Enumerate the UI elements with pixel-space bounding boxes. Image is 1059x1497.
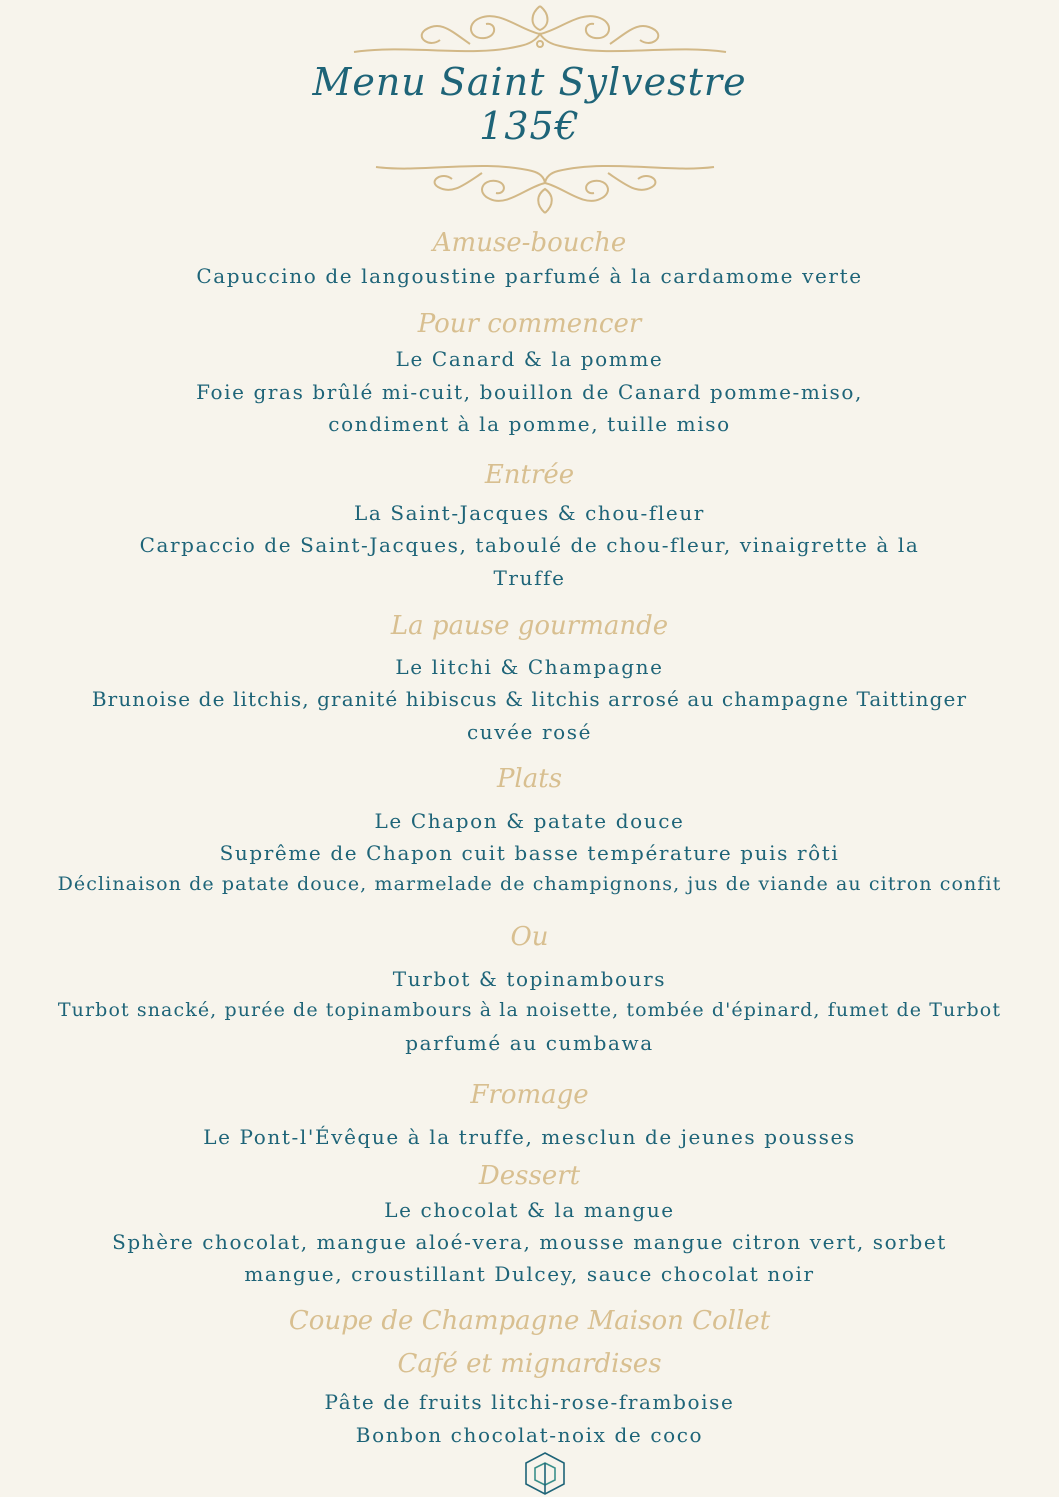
section-title-entree: Entrée [484,460,575,490]
menu-price: 135€ [479,104,580,148]
dish-line: Brunoise de litchis, granité hibiscus & litchis arrosé au champagne Taittinger [91,687,968,711]
bottom-flourish-ornament [372,155,718,217]
dish-line: Bonbon chocolat-noix de coco [355,1423,704,1447]
dish-line: Foie gras brûlé mi-cuit, bouillon de Canard pomme-miso, [196,380,863,404]
section-title-dessert: Dessert [478,1161,581,1191]
section-title-cafe-mignardises: Café et mignardises [397,1349,662,1379]
dish-line: Carpaccio de Saint-Jacques, taboulé de chou-fleur, vinaigrette à la [139,533,920,557]
section-title-pause-gourmande: La pause gourmande [390,611,669,641]
dish-line: cuvée rosé [466,720,593,744]
dish-line: parfumé au cumbawa [405,1031,654,1055]
dish-line: condiment à la pomme, tuille miso [328,412,731,436]
dish-line: Turbot snacké, purée de topinambours à la noisette, tombée d'épinard, fumet de Turbot [57,999,1002,1021]
dish-line: Capuccino de langoustine parfumé à la cardamome verte [196,264,863,288]
section-title-fromage: Fromage [470,1080,589,1110]
dish-line: mangue, croustillant Dulcey, sauce chocolat noir [244,1262,815,1286]
dish-line: Suprême de Chapon cuit basse température puis rôti [219,841,840,865]
hexagon-logo-icon [521,1450,569,1496]
dish-name: Le Chapon & patate douce [374,809,685,833]
section-title-champagne: Coupe de Champagne Maison Collet [288,1306,771,1336]
dish-line: Le Pont-l'Évêque à la truffe, mesclun de jeunes pousses [203,1125,856,1149]
dish-line: Truffe [493,566,566,590]
dish-line: Sphère chocolat, mangue aloé-vera, mousse mangue citron vert, sorbet [112,1230,947,1254]
top-flourish-ornament [350,0,730,62]
dish-name: Turbot & topinambours [392,967,667,991]
section-title-plats: Plats [496,764,563,794]
dish-name: Le litchi & Champagne [395,655,664,679]
menu-title: Menu Saint Sylvestre [312,60,747,104]
section-title-ou: Ou [510,922,549,952]
dish-name: Le Canard & la pomme [395,347,664,371]
dish-name: Le chocolat & la mangue [384,1198,675,1222]
dish-name: La Saint-Jacques & chou-fleur [354,501,705,525]
section-title-pour-commencer: Pour commencer [417,309,642,339]
section-title-amuse-bouche: Amuse-bouche [432,228,627,258]
dish-line: Déclinaison de patate douce, marmelade de champignons, jus de viande au citron confit [57,873,1002,895]
dish-line: Pâte de fruits litchi-rose-framboise [324,1390,735,1414]
